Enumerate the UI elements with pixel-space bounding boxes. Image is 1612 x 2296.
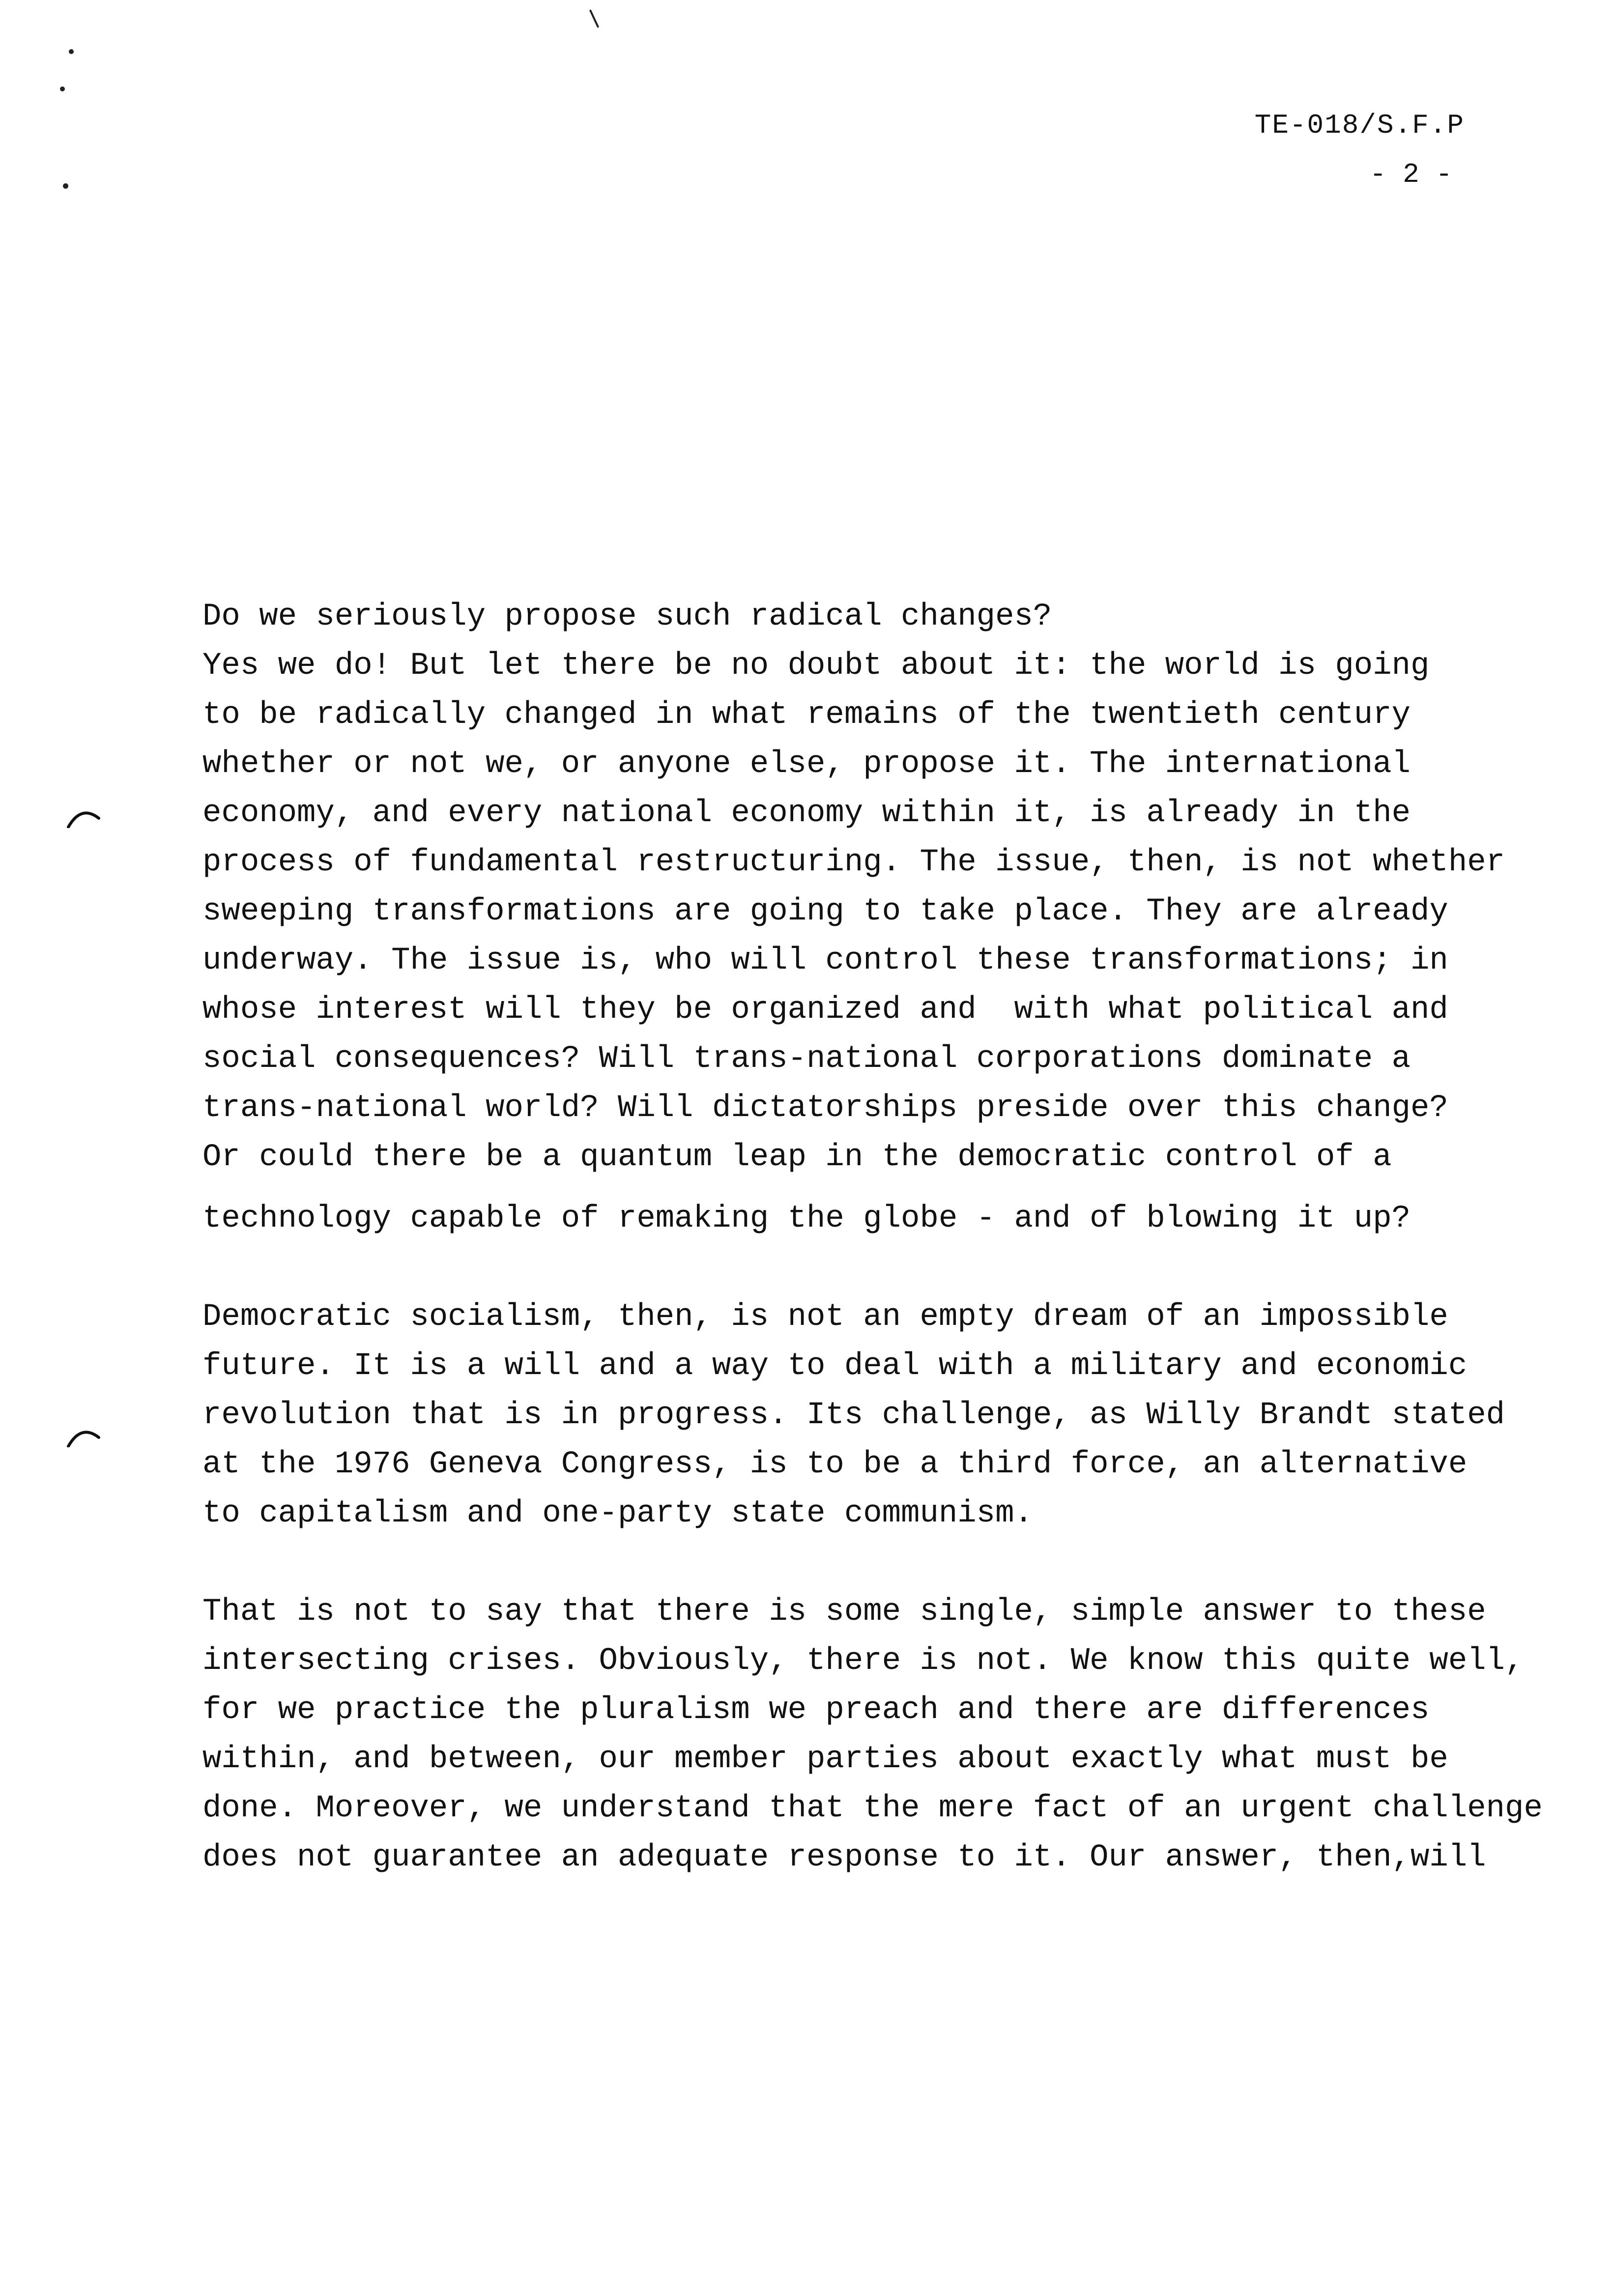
text-line: underway. The issue is, who will control these transformations; in: [202, 943, 1448, 978]
scan-tick: [589, 9, 600, 28]
text-line: within, and between, our member parties about exactly what must be: [202, 1742, 1448, 1777]
text-line: done. Moreover, we understand that the mere fact of an urgent challenge: [202, 1791, 1543, 1826]
paragraph-3: [202, 1587, 1608, 1882]
text-line: Do we seriously propose such radical changes?: [202, 599, 1052, 634]
paragraph-2: [202, 1292, 1608, 1538]
text-line: intersecting crises. Obviously, there is not. We know this quite well,: [202, 1643, 1524, 1679]
text-line: Democratic socialism, then, is not an empty dream of an impossible: [202, 1299, 1448, 1335]
text-line: sweeping transformations are going to take place. They are already: [202, 894, 1448, 929]
text-line: at the 1976 Geneva Congress, is to be a third force, an alternative: [202, 1447, 1468, 1482]
text-line: That is not to say that there is some single, simple answer to these: [202, 1594, 1486, 1630]
text-line: social consequences? Will trans-national corporations dominate a: [202, 1041, 1410, 1077]
text-line: to capitalism and one-party state communism.: [202, 1496, 1033, 1531]
document-body: [202, 592, 1608, 1931]
text-line: future. It is a will and a way to deal with a military and economic: [202, 1349, 1468, 1384]
text-line: trans-national world? Will dictatorships preside over this change?: [202, 1091, 1448, 1126]
paragraph-1: [202, 592, 1608, 1243]
text-line: revolution that is in progress. Its challenge, as Willy Brandt stated: [202, 1398, 1505, 1433]
text-line: whether or not we, or anyone else, propose it. The international: [202, 746, 1410, 782]
page-number: - 2 -: [1369, 159, 1452, 190]
document-reference: TE-018/S.F.P: [1254, 110, 1465, 141]
document-header: [1255, 106, 1465, 194]
text-line: Or could there be a quantum leap in the democratic control of a: [202, 1140, 1392, 1175]
text-line: does not guarantee an adequate response to it. Our answer, then,will: [202, 1840, 1486, 1875]
scan-dot: [60, 86, 65, 91]
margin-bracket-icon: [66, 1428, 101, 1447]
text-line: technology capable of remaking the globe - and of blowing it up?: [202, 1201, 1410, 1236]
text-line: whose interest will they be organized and with what political and: [202, 992, 1448, 1028]
text-line: for we practice the pluralism we preach and there are differences: [202, 1693, 1430, 1728]
scan-dot: [63, 183, 68, 189]
text-line: economy, and every national economy within it, is already in the: [202, 796, 1410, 831]
text-line: Yes we do! But let there be no doubt about it: the world is going: [202, 648, 1430, 684]
text-line: process of fundamental restructuring. The issue, then, is not whether: [202, 845, 1505, 880]
margin-bracket-icon: [66, 808, 101, 828]
text-line: to be radically changed in what remains of the twentieth century: [202, 697, 1410, 733]
scan-dot: [69, 49, 74, 54]
